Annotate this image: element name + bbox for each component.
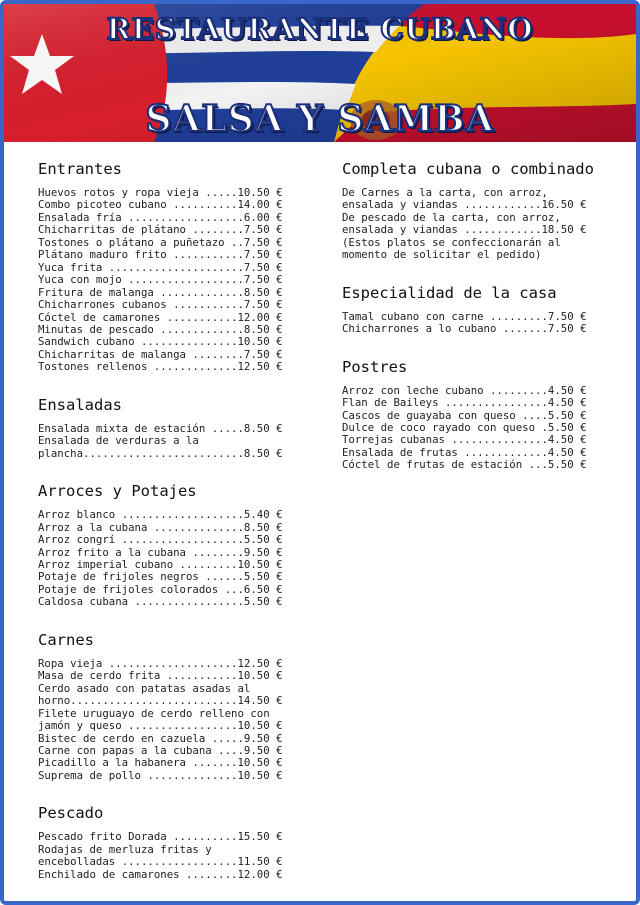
menu-item: encebolladas ..................11.50 € (38, 855, 283, 869)
menu-item: Potaje de frijoles negros ......5.50 € (38, 570, 283, 584)
menu-item: Arroz congrí ...................5.50 € (38, 533, 283, 547)
menu-item: ensalada y viandas ............16.50 € (342, 198, 587, 212)
menu-item: Ensalada fría ..................6.00 € (38, 210, 283, 224)
section-arroces-potajes (38, 482, 298, 609)
menu-item: Ensalada mixta de estación .....8.50 € (38, 421, 283, 435)
menu-item: Masa de cerdo frita ...........10.50 € (38, 669, 283, 683)
menu-item: Chicharritas de plátano ........7.50 € (38, 223, 283, 237)
section-carnes (38, 631, 298, 783)
section-ensaladas (38, 396, 298, 460)
menu-item: Ensalada de frutas .............4.50 € (342, 445, 587, 459)
menu-item: Pescado frito Dorada ..........15.50 € (38, 830, 283, 844)
section-title: Especialidad de la casa (342, 283, 557, 302)
menu-item: Tamal cubano con carne .........7.50 € (342, 309, 587, 323)
section-title: Entrantes (38, 160, 122, 178)
menu-item: Chicharritas de malanga ........7.50 € (38, 347, 283, 361)
menu-item: plancha.........................8.50 € (38, 446, 283, 460)
menu-item: Ropa vieja ....................12.50 € (38, 656, 283, 670)
menu-item: Caldosa cubana .................5.50 € (38, 595, 283, 609)
menu-item: Ensalada de verduras a la (38, 434, 199, 448)
menu-item: Minutas de pescado .............8.50 € (38, 322, 283, 336)
menu-item: Cascos de guayaba con queso ....5.50 € (342, 408, 587, 422)
menu-item: Tostones o plátano a puñetazo ..7.50 € (38, 235, 283, 249)
menu-item: De Carnes a la carta, con arroz, (342, 186, 548, 199)
menu-item: ensalada y viandas ............18.50 € (342, 223, 587, 237)
menu-item: Carne con papas a la cubana ....9.50 € (38, 743, 283, 757)
section-title: Postres (342, 357, 408, 376)
menu-item: Cóctel de frutas de estación ...5.50 € (342, 458, 587, 472)
menu-item: Arroz a la cubana ..............8.50 € (38, 520, 283, 534)
section-completa-cubana (342, 160, 602, 262)
menu-item: Suprema de pollo ..............10.50 € (38, 768, 283, 782)
menu-item: Enchilado de camarones ........12.00 € (38, 867, 283, 881)
menu-item: jamón y queso .................10.50 € (38, 719, 283, 733)
restaurant-name: SALSA Y SAMBA (145, 98, 495, 140)
menu-item: Sandwich cubano ...............10.50 € (38, 335, 283, 349)
menu-item: Cóctel de camarones ...........12.00 € (38, 310, 283, 324)
menu-item: Chicharrones a lo cubano .......7.50 € (342, 322, 587, 336)
restaurant-title: RESTAURANTE CUBANO (106, 12, 534, 46)
section-title: Ensaladas (38, 395, 122, 414)
menu-item: Chicharrones cubanos ...........7.50 € (38, 298, 283, 312)
section-pescado (38, 804, 298, 881)
menu-item: Huevos rotos y ropa vieja .....10.50 € (38, 186, 283, 199)
menu-note: momento de solicitar el pedido) (342, 248, 542, 262)
menu-item: De pescado de la carta, con arroz, (342, 210, 561, 224)
menu-item: Bistec de cerdo en cazuela .....9.50 € (38, 731, 283, 745)
menu-item: Cerdo asado con patatas asadas al (38, 681, 251, 695)
menu-item: Rodajas de merluza fritas y (38, 842, 212, 856)
menu-item: Arroz blanco ...................5.40 € (38, 508, 283, 522)
section-title: Carnes (38, 630, 94, 649)
menu-item: Yuca con mojo ..................7.50 € (38, 273, 283, 287)
header-banner (4, 4, 636, 142)
menu-item: Arroz frito a la cubana ........9.50 € (38, 545, 283, 559)
menu-item: Flan de Baileys ................4.50 € (342, 396, 587, 410)
menu-item: Yuca frita .....................7.50 € (38, 260, 283, 274)
menu-item: Potaje de frijoles colorados ...6.50 € (38, 582, 283, 596)
menu-item: Arroz con leche cubano .........4.50 € (342, 383, 587, 397)
menu-column-right (342, 160, 602, 494)
section-especialidad (342, 284, 602, 336)
section-title: Arroces y Potajes (38, 482, 197, 501)
menu-item: Picadillo a la habanera .......10.50 € (38, 756, 283, 770)
menu-item: Filete uruguayo de cerdo relleno con (38, 706, 270, 720)
menu-item: Torrejas cubanas ...............4.50 € (342, 433, 587, 447)
menu-item: horno..........................14.50 € (38, 694, 283, 708)
menu-column-left (38, 160, 298, 903)
menu-item: Arroz imperial cubano .........10.50 € (38, 557, 283, 571)
menu-item: Plátano maduro frito ...........7.50 € (38, 248, 283, 262)
menu-item: Fritura de malanga .............8.50 € (38, 285, 283, 299)
menu-item: Dulce de coco rayado con queso .5.50 € (342, 420, 587, 434)
section-title: Pescado (38, 804, 104, 823)
section-postres (342, 358, 602, 472)
section-title: Completa cubana o combinado (342, 160, 594, 178)
menu-item: Tostones rellenos .............12.50 € (38, 360, 283, 374)
section-entrantes (38, 160, 298, 374)
menu-note: (Estos platos se confeccionarán al (342, 235, 561, 249)
menu-item: Combo picoteo cubano ..........14.00 € (38, 198, 283, 212)
